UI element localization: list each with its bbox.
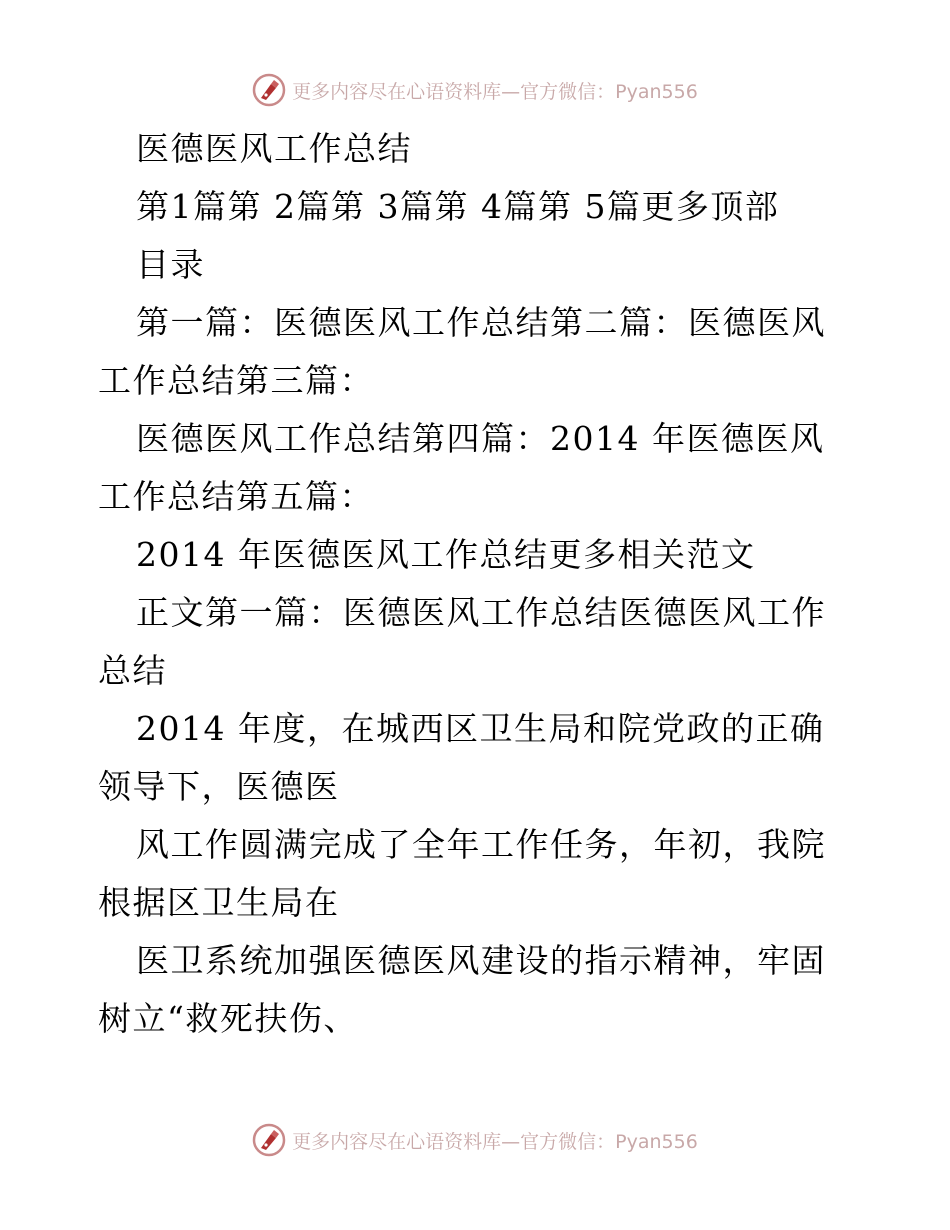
pen-nib-circle-icon (252, 1123, 286, 1157)
pen-nib-circle-icon (252, 73, 286, 107)
section-nav-line: 第1篇第 2篇第 3篇第 4篇第 5篇更多顶部 (136, 187, 780, 226)
body-paragraph: 医卫系统加强医德医风建设的指示精神，牢固树立“救死扶伤、 (98, 941, 826, 1038)
body-paragraph: 风工作圆满完成了全年工作任务，年初，我院根据区卫生局在 (98, 825, 826, 922)
header-watermark (0, 70, 950, 110)
body-paragraph: 正文第一篇：医德医风工作总结医德医风工作总结 (98, 593, 826, 690)
document-title: 医德医风工作总结 (136, 129, 412, 168)
watermark-text: 更多内容尽在心语资料库—官方微信：Pyan556 (292, 1130, 698, 1153)
toc-entry: 2014 年医德医风工作总结更多相关范文 (136, 535, 756, 574)
toc-entry: 第一篇：医德医风工作总结第二篇：医德医风工作总结第三篇： (98, 303, 826, 400)
document-body (98, 120, 858, 1048)
watermark-text: 更多内容尽在心语资料库—官方微信：Pyan556 (292, 80, 698, 103)
toc-entry: 医德医风工作总结第四篇：2014 年医德医风工作总结第五篇： (98, 419, 825, 516)
body-paragraph: 2014 年度，在城西区卫生局和院党政的正确领导下，医德医 (98, 709, 825, 806)
footer-watermark (0, 1120, 950, 1160)
toc-heading: 目录 (136, 245, 205, 284)
